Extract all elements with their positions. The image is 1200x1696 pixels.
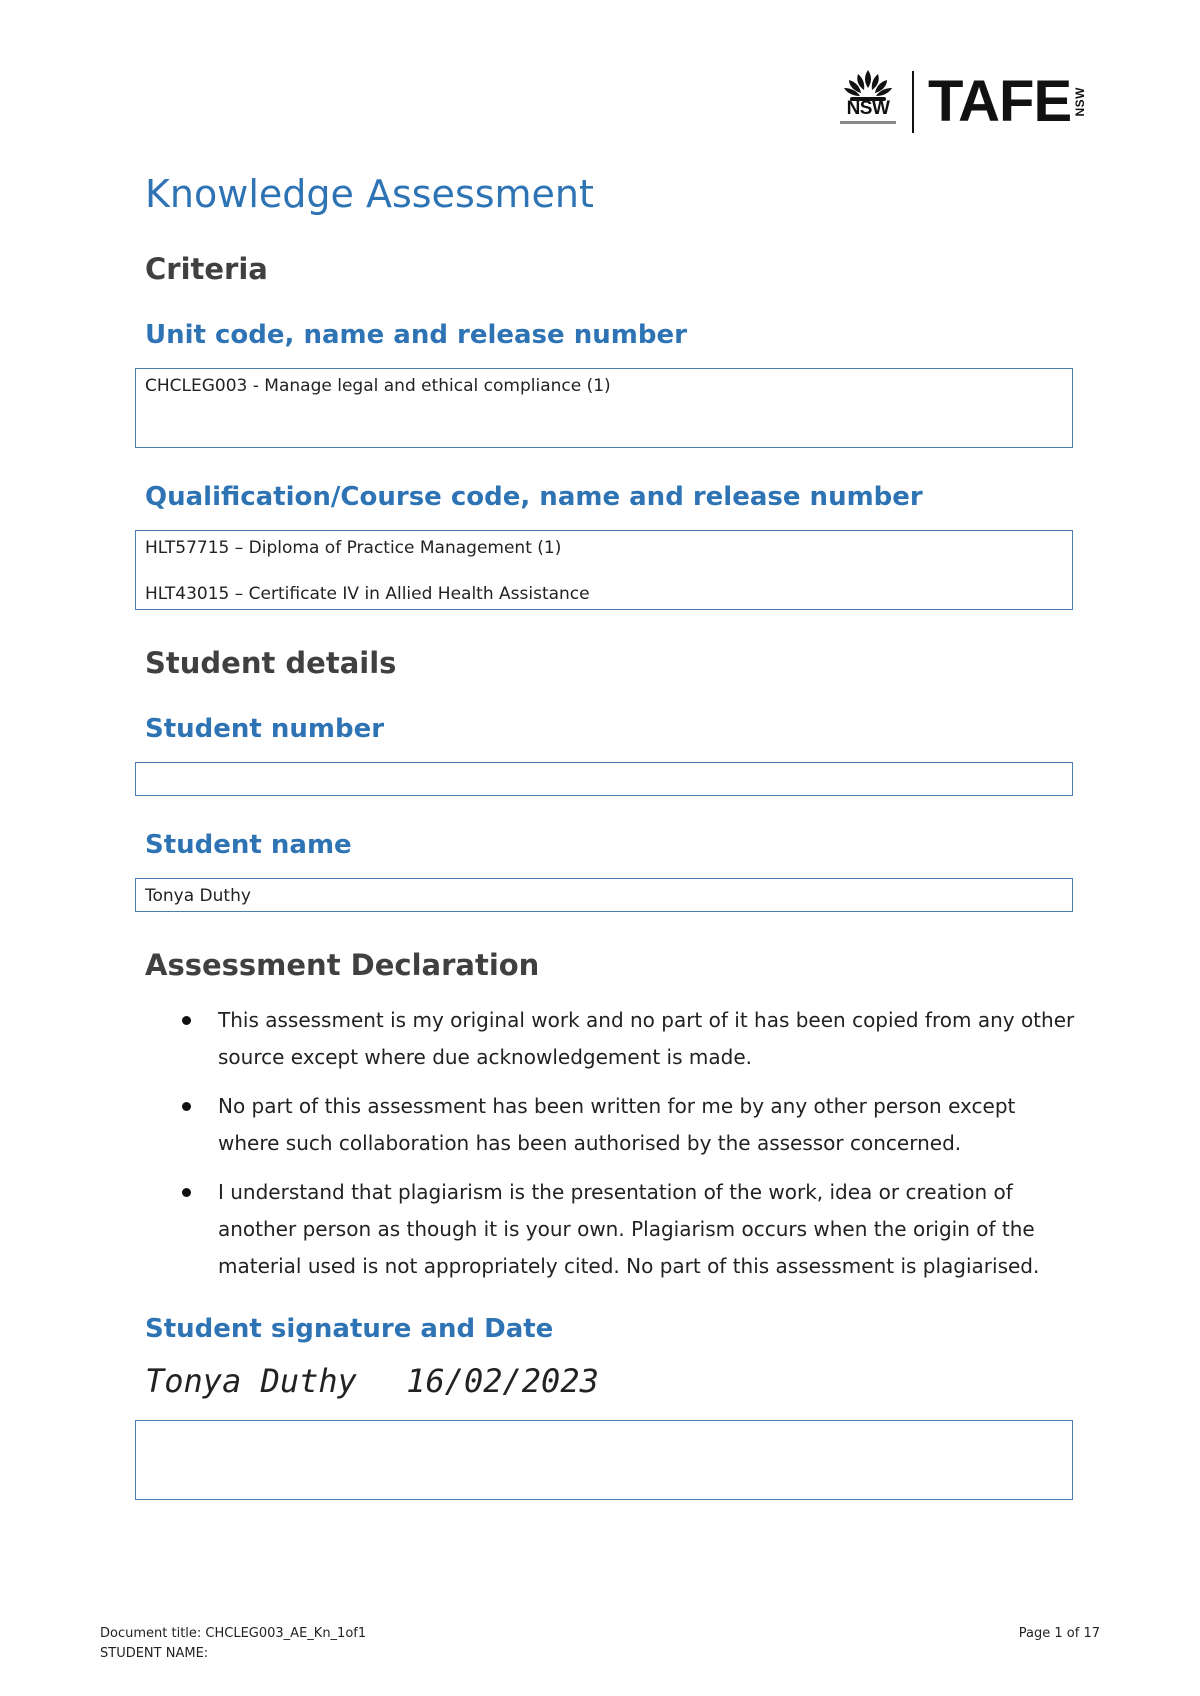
logo-divider xyxy=(912,71,914,133)
signature-line xyxy=(145,1362,629,1400)
tafe-wordmark: TAFE xyxy=(928,69,1072,134)
document-title-footer: Document title: CHCLEG003_AE_Kn_1of1 xyxy=(100,1626,367,1641)
student-name-heading: Student name xyxy=(145,830,352,860)
declaration-item: No part of this assessment has been written for me by any other person except where such collaboration has been authorised by the assessor concerned. xyxy=(178,1088,1078,1162)
bullet-icon xyxy=(182,1102,191,1111)
declaration-item: I understand that plagiarism is the presentation of the work, idea or creation of another person as though it is your own. Plagiarism occurs when the origin of the material used is not appropriately cited. No part of this assessment is plagiarised. xyxy=(178,1174,1078,1285)
qualification-field[interactable] xyxy=(135,530,1073,610)
signature-field[interactable] xyxy=(135,1420,1073,1500)
declaration-item: This assessment is my original work and no part of it has been copied from any other source except where due acknowledgement is made. xyxy=(178,1002,1078,1076)
student-name-field[interactable] xyxy=(135,878,1073,912)
qualification-heading: Qualification/Course code, name and release number xyxy=(145,482,923,512)
nsw-government-tagline xyxy=(840,121,896,124)
tafe-nsw-logo xyxy=(836,68,1096,136)
bullet-icon xyxy=(182,1016,191,1025)
unit-field[interactable] xyxy=(135,368,1073,448)
qualification-value: HLT43015 – Certificate IV in Allied Health Assistance xyxy=(145,584,590,604)
bullet-icon xyxy=(182,1188,191,1197)
nsw-wordmark: NSW xyxy=(846,98,890,119)
student-name-value: Tonya Duthy xyxy=(145,886,251,906)
nsw-waratah-logo xyxy=(836,68,900,136)
declaration-list xyxy=(178,1002,1078,1297)
document-title: Knowledge Assessment xyxy=(145,172,594,216)
criteria-heading: Criteria xyxy=(145,252,268,286)
unit-value: CHCLEG003 - Manage legal and ethical compliance (1) xyxy=(145,376,611,396)
unit-heading: Unit code, name and release number xyxy=(145,320,687,350)
page-footer xyxy=(100,1624,1100,1664)
student-number-heading: Student number xyxy=(145,714,385,744)
signature-date: 16/02/2023 xyxy=(406,1362,599,1400)
student-name-label: STUDENT NAME: xyxy=(100,1646,209,1661)
qualification-value: HLT57715 – Diploma of Practice Management (1) xyxy=(145,538,562,558)
page-number: Page 1 of 17 xyxy=(1018,1626,1100,1641)
signature-heading: Student signature and Date xyxy=(145,1314,554,1344)
student-details-heading: Student details xyxy=(145,646,397,680)
tafe-nsw-wordmark: NSW xyxy=(1073,87,1088,117)
student-number-field[interactable] xyxy=(135,762,1073,796)
signature-name: Tonya Duthy xyxy=(145,1362,357,1400)
declaration-heading: Assessment Declaration xyxy=(145,948,540,982)
waratah-icon xyxy=(842,68,894,102)
